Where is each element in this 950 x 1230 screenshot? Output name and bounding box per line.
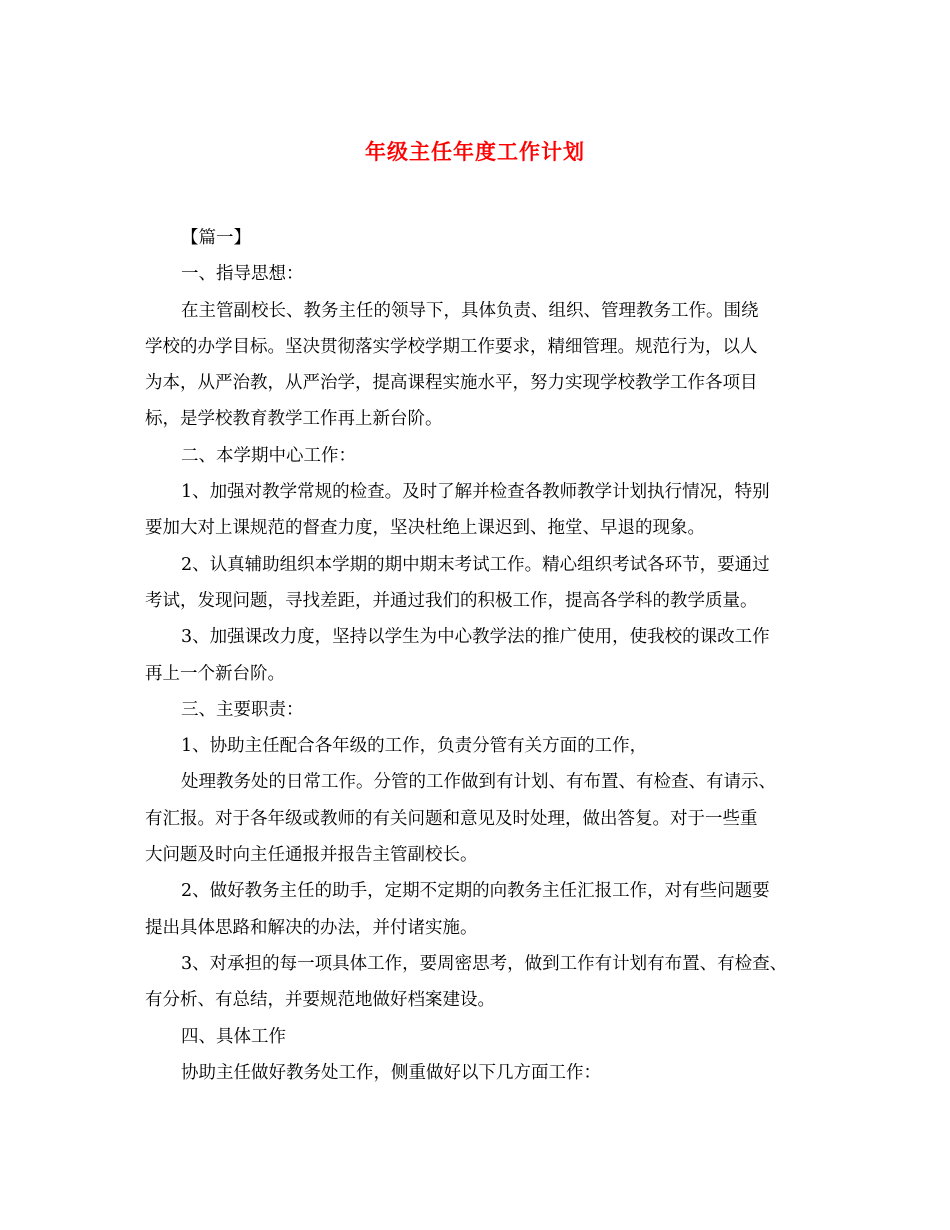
text-line: 3、加强课改力度，坚持以学生为中心教学法的推广使用，使我校的课改工作 xyxy=(181,627,770,648)
text-line: 有分析、有总结，并要规范地做好档案建设。 xyxy=(145,990,495,1011)
text-line: 提出具体思路和解决的办法，并付诸实施。 xyxy=(145,917,478,938)
text-line: 二、本学期中心工作： xyxy=(181,445,356,466)
text-line: 考试，发现问题，寻找差距，并通过我们的积极工作，提高各学科的教学质量。 xyxy=(145,590,758,611)
text-line: 1、加强对教学常规的检查。及时了解并检查各教师教学计划执行情况，特别 xyxy=(181,482,770,503)
text-line: 在主管副校长、教务主任的领导下，具体负责、组织、管理教务工作。围绕 xyxy=(181,300,759,321)
text-line: 一、指导思想： xyxy=(181,264,304,285)
text-line: 1、协助主任配合各年级的工作，负责分管有关方面的工作， xyxy=(181,736,648,757)
text-line: 为本，从严治教，从严治学，提高课程实施水平，努力实现学校教学工作各项目 xyxy=(145,373,758,394)
text-line: 再上一个新台阶。 xyxy=(145,663,285,684)
text-line: 四、具体工作 xyxy=(181,1026,286,1047)
text-line: 要加大对上课规范的督查力度，坚决杜绝上课迟到、拖堂、早退的现象。 xyxy=(145,518,705,539)
document-body xyxy=(145,220,825,1091)
text-line: 三、主要职责： xyxy=(181,699,304,720)
text-line: 2、做好教务主任的助手，定期不定期的向教务主任汇报工作，对有些问题要 xyxy=(181,881,770,902)
text-line: 协助主任做好教务处工作，侧重做好以下几方面工作： xyxy=(181,1062,601,1083)
text-line: 有汇报。对于各年级或教师的有关问题和意见及时处理，做出答复。对于一些重 xyxy=(145,808,758,829)
text-line: 3、对承担的每一项具体工作，要周密思考，做到工作有计划有布置、有检查、 xyxy=(181,953,788,974)
text-line: 处理教务处的日常工作。分管的工作做到有计划、有布置、有检查、有请示、 xyxy=(181,772,776,793)
text-line: 【篇一】 xyxy=(181,228,251,248)
text-line: 标，是学校教育教学工作再上新台阶。 xyxy=(145,409,443,430)
document-title: 年级主任年度工作计划 xyxy=(365,139,585,164)
text-line: 学校的办学目标。坚决贯彻落实学校学期工作要求，精细管理。规范行为，以人 xyxy=(145,336,758,357)
text-line: 2、认真辅助组织本学期的期中期末考试工作。精心组织考试各环节，要通过 xyxy=(181,554,770,575)
text-line: 大问题及时向主任通报并报告主管副校长。 xyxy=(145,845,478,866)
